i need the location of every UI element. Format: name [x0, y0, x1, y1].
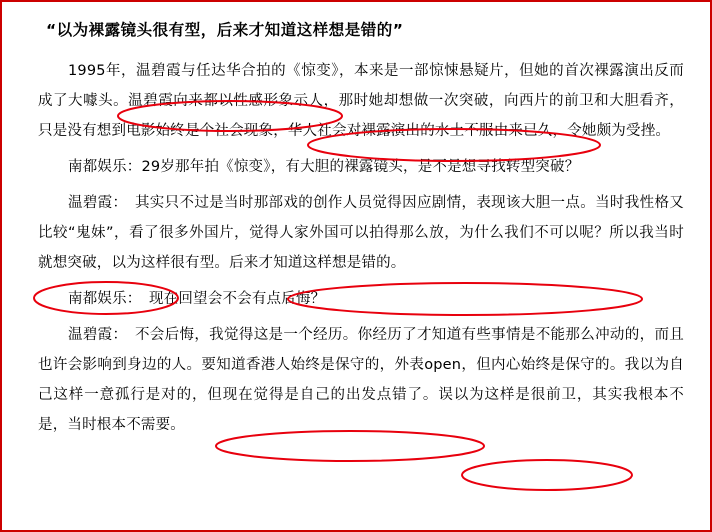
paragraph-2: 南都娱乐：29岁那年拍《惊变》，有大胆的裸露镜头，是不是想寻找转型突破？ — [68, 158, 580, 175]
highlight-ellipse-6 — [462, 460, 632, 490]
document-body — [2, 2, 710, 456]
page-title: “以为裸露镜头很有型，后来才知道这样想是错的” — [46, 21, 404, 39]
paragraph-5: 温碧霞： 不会后悔，我觉得这是一个经历。你经历了才知道有些事情是不能那么冲动的，而且也许会影响到身边的人。要知道香港人始终是保守的，外表open，但内心始终是保守的。我以为自己这样一意孤行是对的，但现在觉得是自己的出发点错了。误以为这样是很前卫，其实我根本不是，当时根本不需要。 — [38, 326, 684, 433]
paragraph-1: 1995年，温碧霞与任达华合拍的《惊变》，本来是一部惊悚悬疑片，但她的首次裸露演出反而成了大噱头。温碧霞向来都以性感形象示人，那时她却想做一次突破，向西片的前卫和大胆看齐，只是没有想到电影始终是个社会现象，华人社会对裸露演出的水土不服由来已久，令她颇为受挫。 — [38, 62, 684, 139]
paragraph-3: 温碧霞： 其实只不过是当时那部戏的创作人员觉得因应剧情，表现该大胆一点。当时我性格又比较“鬼妹”，看了很多外国片，觉得人家外国可以拍得那么放，为什么我们不可以呢？所以我当时就想突破，以为这样很有型。后来才知道这样想是错的。 — [38, 194, 684, 271]
paragraph-4: 南都娱乐： 现在回望会不会有点后悔？ — [68, 290, 326, 307]
